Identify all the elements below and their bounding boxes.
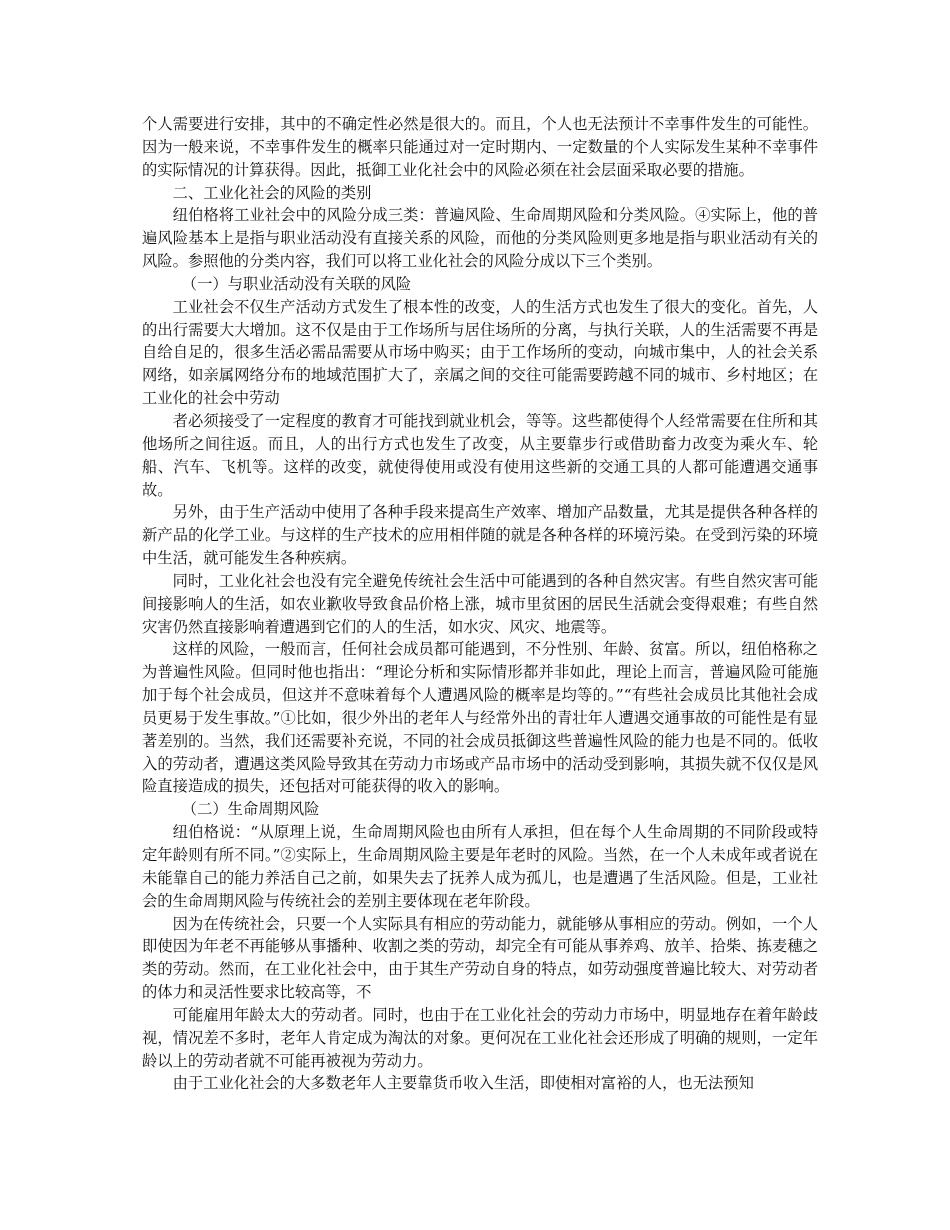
paragraph: 另外，由于生产活动中使用了各种手段来提高生产效率、增加产品数量，尤其是提供各种各样的新产品的化学工业。与这样的生产技术的应用相伴随的就是各种各样的环境污染。在受到污染的环境中生活，就可能发生各种疾病。 xyxy=(142,503,818,568)
paragraph: 可能雇用年龄太大的劳动者。同时，也由于在工业化社会的劳动力市场中，明显地存在着年龄歧视，情况差不多时，老年人肯定成为淘汰的对象。更何况在工业化社会还形成了明确的规则，一定年龄以上的劳动者就不可能再被视为劳动力。 xyxy=(142,1005,818,1070)
paragraph: 者必须接受了一定程度的教育才可能找到就业机会，等等。这些都使得个人经常需要在住所和其他场所之间往返。而且，人的出行方式也发生了改变，从主要靠步行或借助畜力改变为乘火车、轮船、汽车、飞机等。这样的改变，就使得使用或没有使用这些新的交通工具的人都可能遭遇交通事故。 xyxy=(142,411,818,499)
paragraph: 纽伯格说：“从原理上说，生命周期风险也由所有人承担，但在每个人生命周期的不同阶段或特定年龄则有所不同。”②实际上，生命周期风险主要是年老时的风险。当然，在一个人未成年或者说在未能靠自己的能力养活自己之前，如果失去了抚养人成为孤儿，也是遭遇了生活风险。但是，工业社会的生命周期风险与传统社会的差别主要体现在老年阶段。 xyxy=(142,823,818,910)
paragraph: 这样的风险，一般而言，任何社会成员都可能遇到，不分性别、年龄、贫富。所以，纽伯格称之为普遍性风险。但同时他也指出：“理论分析和实际情形都并非如此，理论上而言，普遍风险可能施加于每个社会成员，但这并不意味着每个人遭遇风险的概率是均等的。”“有些社会成员比其他社会成员更易于发生事故。”①比如，很少外出的老年人与经常外出的青壮年人遭遇交通事故的可能性是有显著差别的。当然，我们还需要补充说，不同的社会成员抵御这些普遍性风险的能力也是不同的。低收入的劳动者，遭遇这类风险导致其在劳动力市场或产品市场中的活动受到影响，其损失就不仅仅是风险直接造成的损失，还包括对可能获得的收入的影响。 xyxy=(142,640,818,796)
paragraph: 个人需要进行安排，其中的不确定性必然是很大的。而且，个人也无法预计不幸事件发生的可能性。因为一般来说，不幸事件发生的概率只能通过对一定时期内、一定数量的个人实际发生某种不幸事件的实际情况的计算获得。因此，抵御工业化社会中的风险必须在社会层面采取必要的措施。 xyxy=(142,115,818,179)
document-page xyxy=(142,113,818,1095)
subsection-heading: （一）与职业活动没有关联的风险 xyxy=(181,274,412,293)
paragraph: 纽伯格将工业社会中的风险分成三类：普遍风险、生命周期风险和分类风险。④实际上，他的普遍风险基本上是指与职业活动没有直接关系的风险，而他的分类风险则更多地是指与职业活动有关的风险。参照他的分类内容，我们可以将工业化社会的风险分成以下三个类别。 xyxy=(142,206,818,271)
subsection-heading: （二）生命周期风险 xyxy=(181,800,320,819)
paragraph: 工业社会不仅生产活动方式发生了根本性的改变，人的生活方式也发生了很大的变化。首先，人的出行需要大大增加。这不仅是由于工作场所与居住场所的分离，与执行关联，人的生活需要不再是自给自足的，很多生活必需品需要从市场中购买；由于工作场所的变动，向城市集中，人的社会关系网络，如亲属网络分布的地域范围扩大了，亲属之间的交往可能需要跨越不同的城市、乡村地区；在工业化的社会中劳动 xyxy=(142,297,818,408)
paragraph: 同时，工业化社会也没有完全避免传统社会生活中可能遇到的各种自然灾害。有些自然灾害可能间接影响人的生活，如农业歉收导致食品价格上涨，城市里贫困的居民生活就会变得艰难；有些自然灾害仍然直接影响着遭遇到它们的人的生活，如水灾、风灾、地震等。 xyxy=(142,571,818,636)
section-heading: 二、工业化社会的风险的类别 xyxy=(172,183,372,202)
paragraph: 由于工业化社会的大多数老年人主要靠货币收入生活，即使相对富裕的人，也无法预知 xyxy=(172,1074,754,1093)
paragraph: 因为在传统社会，只要一个人实际具有相应的劳动能力，就能够从事相应的劳动。例如，一个人即使因为年老不再能够从事播种、收割之类的劳动，却完全有可能从事养鸡、放羊、拾柴、拣麦穗之类的劳动。然而，在工业化社会中，由于其生产劳动自身的特点，如劳动强度普遍比较大、对劳动者的体力和灵活性要求比较高等，不 xyxy=(142,914,818,1002)
